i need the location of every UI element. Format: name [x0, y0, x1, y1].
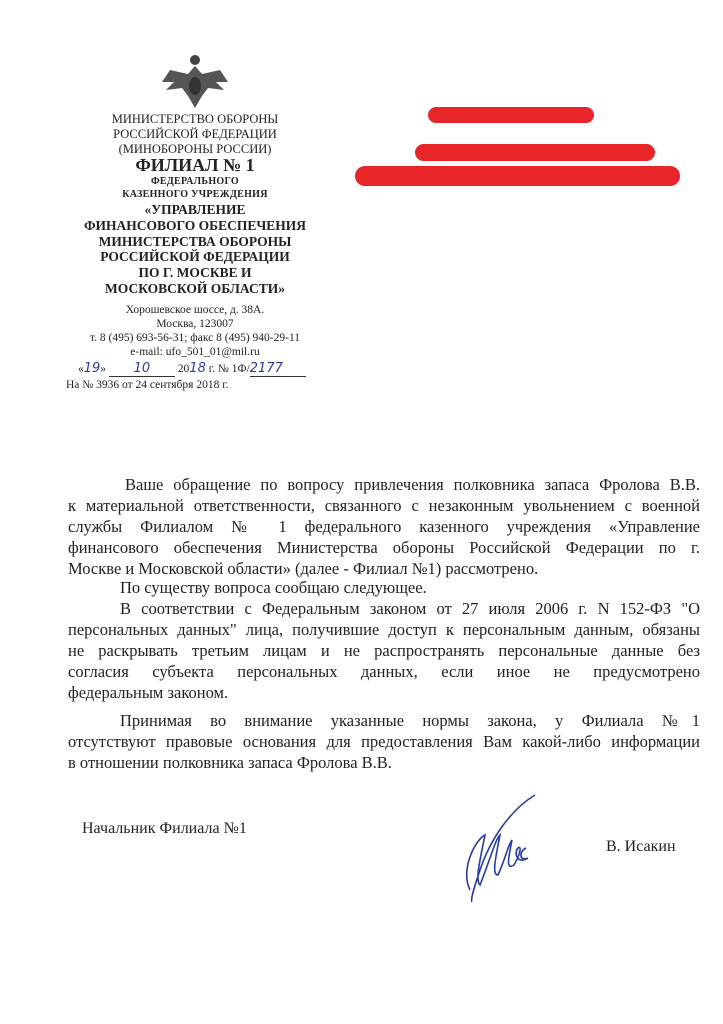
letterhead-line: МИНИСТЕРСТВО ОБОРОНЫ — [111, 112, 279, 126]
letterhead-line: (МИНОБОРОНЫ РОССИИ) — [118, 142, 272, 156]
text-line: Москве и Московской области» (далее - Филиал №1) рассмотрено. — [68, 559, 539, 578]
text-line: не раскрывать третьим лицам и не распространять персональные данные без — [68, 641, 700, 660]
text-line: согласия субъекта персональных данных, если иное не предусмотрено — [68, 662, 700, 681]
letterhead-line: МОСКОВСКОЙ ОБЛАСТИ» — [105, 280, 285, 296]
month-field — [109, 362, 175, 377]
text-line: В соответствии с Федеральным законом от 27 июля 2006 г. N 152-ФЗ "О — [120, 599, 700, 618]
handwritten-number: 2177 — [249, 361, 283, 376]
handwritten-signature — [450, 790, 560, 910]
quote: « — [78, 363, 84, 375]
paragraph-intro — [68, 577, 700, 598]
letterhead-line: Москва, 123007 — [156, 318, 234, 330]
letterhead-line: Хорошевское шоссе, д. 38А. — [125, 304, 265, 316]
emblem-icon — [160, 52, 230, 112]
letterhead-line: ФИНАНСОВОГО ОБЕСПЕЧЕНИЯ — [83, 217, 307, 233]
text-line: отсутствуют правовые основания для предоставления Вам какой-либо информации — [68, 732, 700, 751]
text-line: финансового обеспечения Министерства обороны Российской Федерации по г. — [68, 538, 700, 557]
letterhead-line: т. 8 (495) 693-56-31; факс 8 (495) 940-29-11 — [89, 332, 301, 344]
signatory-name: В. Исакин — [606, 838, 676, 855]
paragraph-conclusion — [68, 710, 700, 773]
text-line: персональных данных" лица, получившие доступ к персональным данным, обязаны — [68, 620, 700, 639]
text-line: Ваше обращение по вопросу привлечения полковника запаса Фролова В.В. — [125, 475, 700, 494]
letterhead-line: КАЗЕННОГО УЧРЕЖДЕНИЯ — [122, 189, 268, 200]
letterhead-line: МИНИСТЕРСТВА ОБОРОНЫ — [98, 233, 292, 249]
letterhead-line: РОССИЙСКОЙ ФЕДЕРАЦИИ — [113, 127, 277, 141]
redaction-mark — [415, 144, 655, 161]
signatory-position: Начальник Филиала №1 — [82, 820, 247, 837]
institution-type — [60, 175, 330, 201]
handwritten-year: 18 — [189, 361, 206, 376]
outgoing-date-number — [78, 362, 318, 377]
redaction-mark — [355, 166, 680, 186]
institution-name — [60, 202, 330, 297]
letterhead-line: e-mail: ufo_501_01@mil.ru — [130, 346, 260, 358]
text-line: федеральным законом. — [68, 683, 229, 702]
letterhead-line: РОССИЙСКОЙ ФЕДЕРАЦИИ — [100, 249, 290, 265]
branch-title: ФИЛИАЛ № 1 — [135, 155, 255, 175]
redaction-mark — [428, 107, 594, 123]
ministry-name — [60, 112, 330, 157]
text-line: к материальной ответственности, связанного с незаконным увольнением с военной — [68, 496, 700, 515]
text-line: в отношении полковника запаса Фролова В.В. — [68, 753, 392, 772]
number-field — [250, 362, 306, 377]
address-block — [60, 303, 330, 359]
handwritten-month: 10 — [133, 361, 151, 376]
text-line: службы Филиалом № 1 федерального казенного учреждения «Управление — [68, 517, 700, 536]
letterhead-line: ФЕДЕРАЛЬНОГО — [151, 176, 239, 187]
letterhead-line: ПО Г. МОСКВЕ И — [138, 265, 252, 281]
paragraph-law — [68, 598, 700, 703]
year-prefix: 20 — [177, 363, 190, 375]
text-line: Принимая во внимание указанные нормы закона, у Филиала №1 — [120, 711, 700, 730]
number-prefix: г. № 1Ф/ — [208, 363, 250, 375]
paragraph-request — [68, 474, 700, 579]
text-line: По существу вопроса сообщаю следующее. — [120, 578, 427, 597]
quote: » — [100, 363, 107, 375]
letterhead-line: «УПРАВЛЕНИЕ — [144, 202, 246, 217]
reference-number: На № 3936 от 24 сентября 2018 г. — [66, 379, 229, 391]
handwritten-day: 19 — [83, 361, 101, 376]
